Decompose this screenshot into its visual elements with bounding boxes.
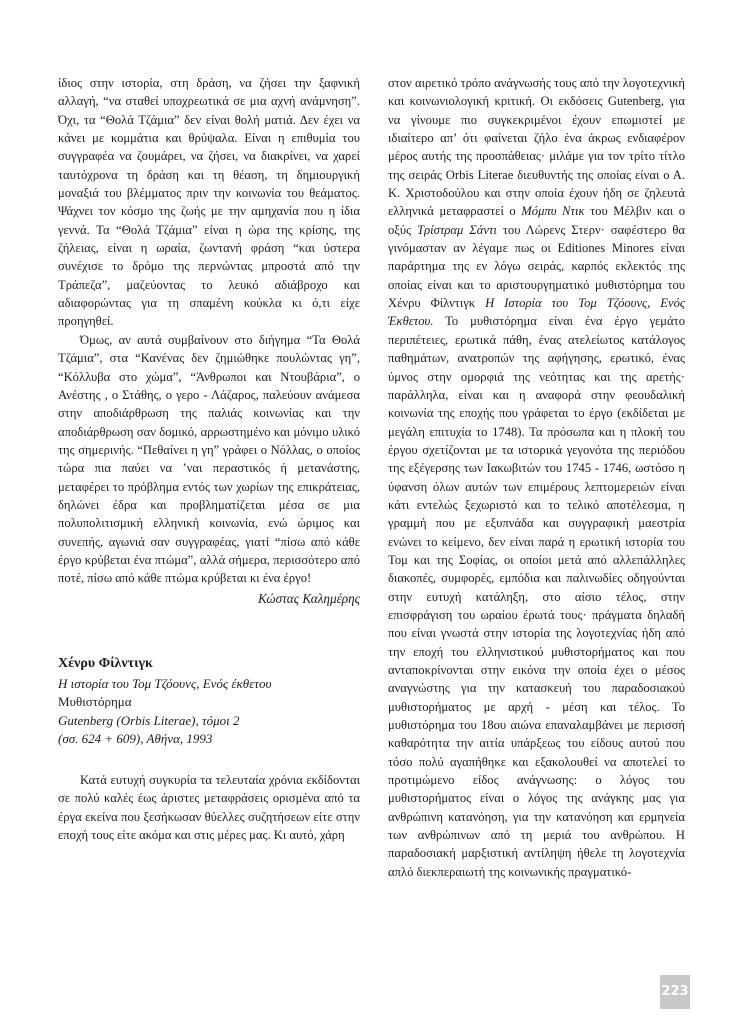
review-author: Χένρυ Φίλντιγκ: [58, 655, 153, 671]
review-header: [58, 654, 360, 749]
review-text-part-1: στον αιρετικό τρόπο ανάγνωσής τους από την λογοτεχνική και κοινωνιολογική κριτική. Οι εκδόσεις Gutenberg, για να γίνουμε πιο συγκεκριμένοι έχουν επωμιστεί με ιδιαίτερο απ’ ότι φαίνεται ζήλο ένα άκρως ενδιαφέρον μέρος αυτής της προσπάθειας· μιλάμε για τον τρίτο τίτλο της σειράς Orbis Literae διευθυντής της οποίας είναι ο Α. Κ. Χριστοδούλου και στην οποία έχουν ήδη σε ζηλευτά ελληνικά μεταφραστεί ο: [388, 76, 685, 219]
review-text-part-3: του Λώρενς Στερν· σαφέστερο θα γινόμασταν αν λέγαμε πως οι Editiones Minores είναι παράρτημα της εν λόγω σειράς, καρπός εκλεκτός της οποίας είναι και το αριστουργηματικό μυθιστόρημα του Χένρυ Φίλντιγκ: [388, 222, 685, 311]
left-column: [58, 74, 360, 844]
review-book-title: Η ιστορία του Τομ Τζόουνς, Ενός έκθετου: [58, 675, 272, 691]
paragraph-2: Όμως, αν αυτά συμβαίνουν στο διήγημα “Τα Θολά Τζάμια”, στα “Κανένας δεν ζημιώθηκε πουλώντας γη”, “Κόλλυβα στο χώμα”, “Άνθρωποι και Ντουβάρια”, ο Ανέστης , ο Στάθης, ο γερο - Λάζαρος, παλεύουν ανάμεσα στην αποδιάρθρωση της παλιάς κοινωνίας και την αποδιάρθρωση σαν δομικό, αρρωστημένο και μόνιμο υλικό της σημερινής. “Πεθαίνει η γη” γράφει ο Νόλλας, ο οποίος τώρα πια παύει να ’ναι περαστικός ή μετανάστης, μεταφέρει το πρόβλημα εντός των χωρίων της επικράτειας, δηλώνει έδρα και προβληματίζεται μέσα σε μια πολυπολιτισμική ελληνική κοινωνία, ενώ ώριμος και συνεπής, αγωνιά σαν συγγραφέας, γιατί “πίσω από κάθε έργο κρύβεται ένα πτώμα”, αλλά σήμερα, περισσότερο από ποτέ, πίσω από κάθε πτώμα κρύβεται κι ένα έργο!: [58, 332, 360, 586]
paragraph-1: ίδιος στην ιστορία, στη δράση, να ζήσει την ξαφνική αλλαγή, “να σταθεί υποχρεωτικά σε μια αχνή ανάμνηση”. Όχι, τα “Θολά Τζάμια” δεν είναι θολή ματιά. Δεν έχει να κάνει με κομμάτια και θρύψαλα. Είναι η επιθυμία του συγγραφέα να ζουμάρει, να ζήσει, να διακρίνει, να χαρεί ταυτόχρονα τη δράση και τη θέαση, τη δημιουργική μοναξιά του βλέμματος πριν την κοινωνία του θεάματος. Ψάχνει τον κόσμο της ζωής με την αμηχανία που η ίδια γεννά. Τα “Θολά Τζάμια” είναι η ώρα της κρίσης, της ζήλειας, είναι η ωραία, ζωντανή φράση “και ύστερα συνέχισε το δρόμο της περνώντας μπροστά από την Τράπεζα”, μαζεύοντας το λευκό αδιάβροχο και αδιαφορώντας για τη σπαμένη κούκλα κι ό,τι είχε προηγηθεί.: [58, 76, 360, 329]
review-body-start: Κατά ευτυχή συγκυρία τα τελευταία χρόνια εκδίδονται σε πολύ καλές έως άριστες μεταφράσεις ορισμένα από τα έργα εκείνα που ξεσήκωσαν θύελλες συζητήσεων είτε στην εποχή τους είτε ακόμα και στις μέρες μας. Κι αυτό, χάρη: [58, 772, 360, 842]
author-signature: Κώστας Καλημέρης: [257, 590, 360, 606]
right-column: [388, 74, 685, 881]
review-genre: Μυθιστόρημα: [58, 694, 132, 710]
book-title-tristram-shandy: Τρίστραμ Σάντι: [417, 222, 497, 237]
review-pages-place-year: (σσ. 624 + 609), Αθήνα, 1993: [58, 731, 213, 747]
page-number: 223: [660, 975, 690, 1009]
review-publisher: Gutenberg (Orbis Literae), τόμοι 2: [58, 712, 240, 728]
book-title-tom-jones: Η Ιστορία του Τομ Τζόουνς, Ενός Έκθετου.: [388, 296, 685, 329]
review-text-part-2: του Μέλβιν και ο οξύς: [388, 204, 685, 237]
review-body-continued: [388, 74, 685, 881]
review-text-part-4: Το μυθιστόρημα είναι ένα έργο γεμάτο περιπέτειες, ερωτικά πάθη, ένας ατελείωτος κατάλογος παθημάτων, ανατροπών της αφήγησης, ερωτικό, ένας ύμνος στην ομορφιά της νεότητας και της αρετής· παράλληλα, είναι και η αναφορά στην φεουδαλική κοινωνία της εποχής που γράφεται το έργο (εκδίδεται με μεγάλη επιτυχία το 1748). Τα πρόσωπα και η πλοκή του έργου σχετίζονται με τα ιστορικά γεγονότα της περιόδου της εξέγερσης των Ιακωβιτών του 1745 - 1746, ωστόσο η ύφανση όλων αυτών των επιμέρους λεπτομερειών είναι κάτι εντελώς ξεχωριστό και το τελικό αποτέλεσμα, η γραμμή που με εξυπνάδα και συγγραφική μαεστρία ενώνει το κείμενο, δεν είναι παρά η ερωτική ιστορία του Τομ και της Σοφίας, οι οποίοι μετά από αλλεπάλληλες διακοπές, συμφορές, εμπόδια και παλινωδίες οδηγούνται στην ευτυχή κατάληξη, στο αίσιο τέλος, στην επισφράγιση του ωραίου έρωτά τους· πράγματα δηλαδή που είναι γνωστά στην ιστορία της λογοτεχνίας ήδη από την εποχή του ελληνιστικού μυθιστορήματος και που ανταποκρίνονται στην εικόνα την οποία έχει ο μέσος αναγνώστης για την κατασκευή του παραδοσιακού μυθιστορήματος με αρχή - μέση και τέλος. Το μυθιστόρημα του 18ου αιώνα επαναλαμβάνει με περισσή καθαρότητα την αιτία υπάρξεως του είδους αυτού που τόσο πολύ αγαπήθηκε και εξακολουθεί να αποτελεί το προτιμώμενο είδος ανάγνωσης: ο λόγος του μυθιστορήματος είναι ο λόγος της ανάγκης μας για ανθρώπινη κατανόηση, για την κατανόηση και ερμηνεία των ανθρώπινων από τη μεριά του ανθρώπου. Η παραδοσιακή μαρξιστική αντίληψη ήθελε τη λογοτεχνία απλό διεκπεραιωτή της κοινωνικής πραγματικό-: [388, 314, 685, 879]
book-title-moby-dick: Μόμπυ Ντικ: [521, 204, 585, 219]
